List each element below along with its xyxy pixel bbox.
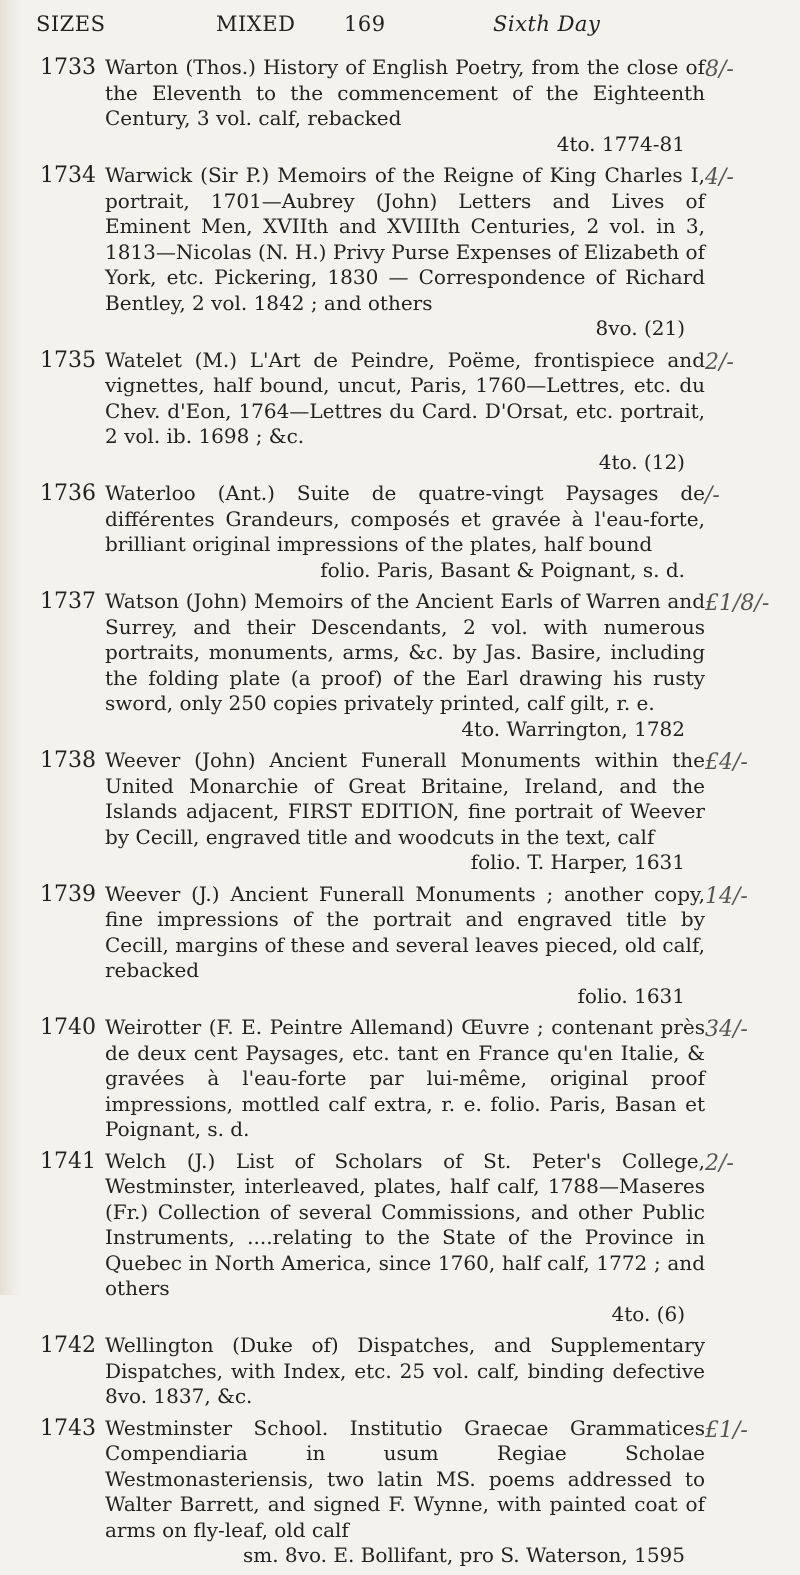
lot-imprint: 4to. Warrington, 1782	[461, 716, 685, 741]
lot-description: Watelet (M.) L'Art de Peindre, Poëme, frontispiece and vignettes, half bound, uncut, Paris, 1760—Lettres, etc. du Chev. d'Eon, 1764—Lettres du Card. D'Orsat, etc. portrait, 2 vol. ib. 1698 ; &c. 4to. (12)	[105, 347, 705, 474]
lot-number: 1737	[40, 589, 96, 614]
lot-imprint: folio. T. Harper, 1631	[470, 850, 685, 874]
lot-imprint: folio. Paris, Basant & Poignant, s. d.	[320, 557, 685, 582]
lot-description: Watson (John) Memoirs of the Ancient Earls of Warren and Surrey, and their Descendants, 2 vol. with numerous portraits, monuments, arms, &c. by Jas. Basire, including the folding plate (a proof) of the Earl drawing his rusty sword, only 250 copies privately printed, calf gilt, r. e. 4to. Warrington, 1782	[105, 589, 705, 741]
lot-entry	[0, 1015, 800, 1143]
lot-number: 1736	[40, 481, 96, 506]
lot-imprint: 8vo. (21)	[595, 316, 685, 340]
lot-entry	[0, 348, 800, 476]
lot-list	[0, 55, 800, 1575]
lot-entry	[0, 589, 800, 742]
lot-entry	[0, 1149, 800, 1328]
header-day: Sixth Day	[493, 12, 601, 36]
lot-imprint: folio. 1631	[577, 983, 685, 1008]
lot-imprint: 4to. (6)	[611, 1301, 685, 1326]
price-annotation: £1/8/-	[705, 591, 770, 616]
lot-imprint: 4to. 1774-81	[556, 131, 685, 156]
price-annotation: 2/-	[705, 349, 734, 375]
lot-description: Weever (J.) Ancient Funerall Monuments ; another copy, fine impressions of the portrait and engraved title by Cecill, margins of these and several leaves pieced, old calf, rebacked folio. 1631	[105, 881, 705, 1008]
lot-description: Warton (Thos.) History of English Poetry, from the close of the Eleventh to the commencement of the Eighteenth Century, 3 vol. calf, rebacked 4to. 1774-81	[105, 55, 705, 156]
lot-number: 1733	[40, 55, 96, 80]
lot-description: Welch (J.) List of Scholars of St. Peter's College, Westminster, interleaved, plates, half calf, 1788—Maseres (Fr.) Collection of several Commissions, and other Public Instruments, ....relating to the State of the Province in Quebec in North America, since 1760, half calf, 1772 ; and others 4to. (6)	[105, 1148, 705, 1326]
lot-description: Weever (John) Ancient Funerall Monuments within the United Monarchie of Great Britaine, Ireland, and the Islands adjacent, FIRST EDITION, fine portrait of Weever by Cecill, engraved title and woodcuts in the text, calf folio. T. Harper, 1631	[105, 748, 705, 874]
lot-description: Wellington (Duke of) Dispatches, and Supplementary Dispatches, with Index, etc. 25 vol. calf, binding defective 8vo. 1837, &c.	[105, 1333, 705, 1408]
lot-imprint: sm. 8vo. E. Bollifant, pro S. Waterson, 1595	[242, 1543, 685, 1567]
lot-entry	[0, 1333, 800, 1410]
lot-number: 1735	[40, 347, 96, 373]
lot-number: 1739	[40, 881, 96, 907]
price-annotation: £4/-	[705, 750, 748, 775]
lot-number: 1742	[40, 1333, 96, 1358]
price-annotation: £1/-	[705, 1417, 748, 1443]
lot-entry	[0, 55, 800, 157]
page-header	[36, 12, 760, 40]
price-annotation: 4/-	[705, 165, 734, 190]
header-mixed: MIXED	[216, 12, 296, 36]
page-number: 169	[344, 12, 386, 36]
price-annotation: 2/-	[705, 1150, 734, 1176]
lot-number: 1741	[40, 1148, 96, 1174]
price-annotation: 34/-	[705, 1017, 748, 1042]
lot-description: Warwick (Sir P.) Memoirs of the Reigne of King Charles I, portrait, 1701—Aubrey (John) Letters and Lives of Eminent Men, XVIIth and XVIIIth Centuries, 2 vol. in 3, 1813—Nicolas (N. H.) Privy Purse Expenses of Elizabeth of York, etc. Pickering, 1830 — Correspondence of Richard Bentley, 2 vol. 1842 ; and others 8vo. (21)	[105, 163, 705, 340]
lot-number: 1734	[40, 163, 96, 188]
lot-entry	[0, 163, 800, 342]
price-annotation: 14/-	[705, 883, 748, 909]
lot-description: Waterloo (Ant.) Suite de quatre-vingt Paysages de différentes Grandeurs, composés et gravée à l'eau-forte, brilliant original impressions of the plates, half bound folio. Paris, Basant & Poignant, s. d.	[105, 481, 705, 582]
lot-imprint: 4to. (12)	[598, 449, 685, 474]
header-sizes: SIZES	[36, 12, 106, 36]
price-annotation: 8/-	[705, 57, 734, 82]
lot-number: 1740	[40, 1015, 96, 1040]
lot-entry	[0, 1416, 800, 1569]
lot-entry	[0, 882, 800, 1010]
price-annotation: /-	[705, 483, 720, 508]
lot-description: Weirotter (F. E. Peintre Allemand) Œuvre ; contenant près de deux cent Paysages, etc. tant en France qu'en Italie, & gravées à l'eau-forte par lui-même, original proof impressions, mottled calf extra, r. e. folio. Paris, Basan et Poignant, s. d.	[105, 1015, 705, 1141]
lot-entry	[0, 748, 800, 876]
lot-number: 1743	[40, 1415, 96, 1441]
lot-entry	[0, 481, 800, 583]
lot-number: 1738	[40, 748, 96, 773]
lot-description: Westminster School. Institutio Graecae Grammatices Compendiaria in usum Regiae Scholae Westmonasteriensis, two latin MS. poems addressed to Walter Barrett, and signed F. Wynne, with painted coat of arms on fly-leaf, old calf sm. 8vo. E. Bollifant, pro S. Waterson, 1595	[105, 1415, 705, 1567]
